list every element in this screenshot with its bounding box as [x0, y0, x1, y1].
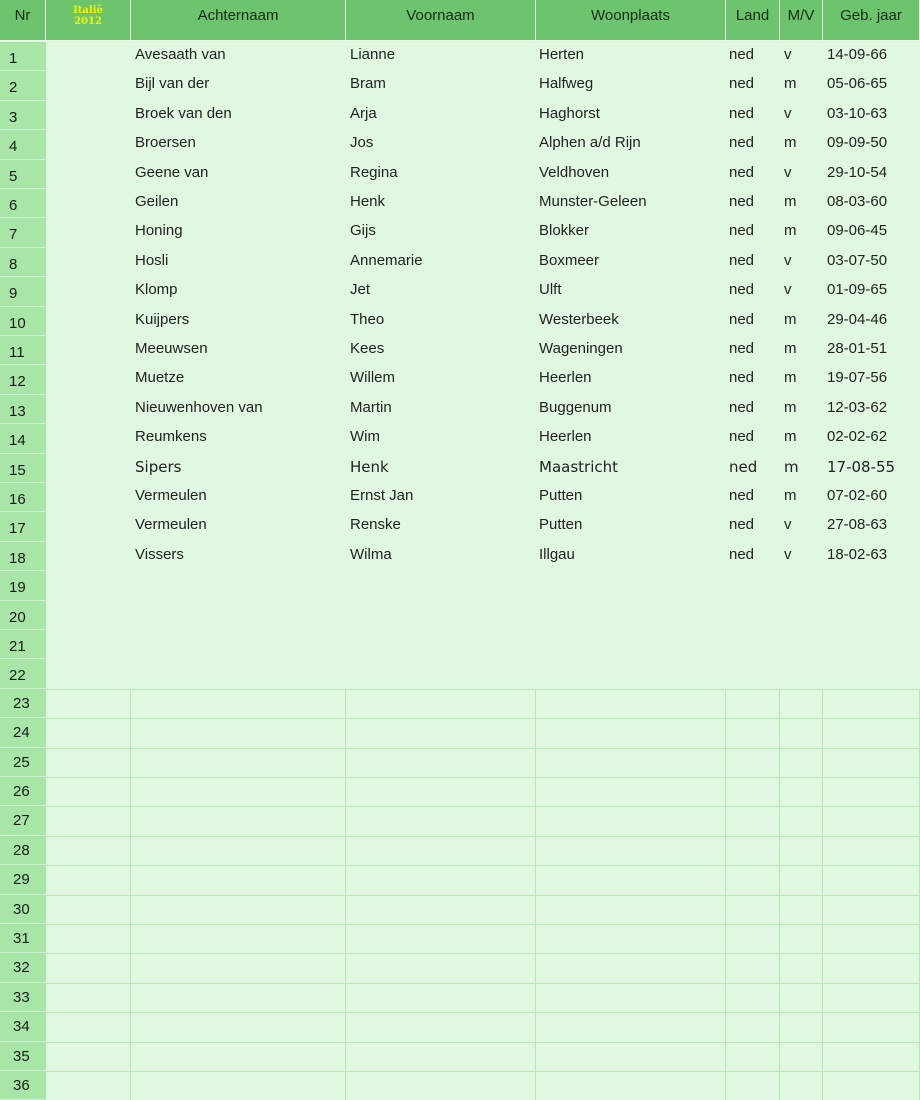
cell-achternaam[interactable]: Avesaath van	[135, 46, 226, 63]
empty-cell[interactable]	[46, 836, 131, 865]
cell-geb[interactable]: 08-03-60	[827, 193, 888, 210]
cell-geb[interactable]: 18-02-63	[827, 545, 888, 563]
cell-achternaam[interactable]: Sipers	[135, 457, 182, 476]
empty-cell[interactable]	[536, 865, 726, 894]
cell-land[interactable]: ned	[729, 281, 755, 299]
empty-cell[interactable]	[823, 689, 920, 718]
empty-cell[interactable]	[823, 748, 920, 777]
cell-voornaam[interactable]: Wilma	[350, 545, 392, 563]
row-number: 25	[0, 748, 46, 777]
row-number: 33	[0, 983, 46, 1012]
table-row	[0, 512, 920, 541]
row-number: 1	[0, 42, 46, 71]
empty-cell[interactable]	[726, 806, 780, 835]
header-mv: M/V	[780, 0, 823, 41]
row-number: 11	[0, 336, 46, 365]
row-number: 5	[0, 160, 46, 189]
cell-woonplaats[interactable]: Heerlen	[539, 428, 592, 446]
empty-cell[interactable]	[346, 777, 536, 806]
empty-cell[interactable]	[131, 953, 346, 982]
cell-voornaam[interactable]: Henk	[350, 193, 386, 210]
row-number: 23	[0, 689, 46, 718]
empty-cell[interactable]	[131, 983, 346, 1012]
empty-cell[interactable]	[131, 1042, 346, 1071]
cell-woonplaats[interactable]: Ulft	[539, 281, 562, 299]
empty-cell[interactable]	[346, 895, 536, 924]
cell-geb[interactable]: 29-10-54	[827, 163, 888, 181]
empty-cell[interactable]	[346, 983, 536, 1012]
cell-achternaam[interactable]: Kuijpers	[135, 310, 190, 328]
cell-geb[interactable]: 27-08-63	[827, 516, 888, 534]
cell-geb[interactable]: 02-02-62	[827, 428, 888, 446]
cell-geb[interactable]: 09-06-45	[827, 222, 888, 240]
cell-mv[interactable]: v	[784, 251, 792, 269]
empty-cell[interactable]	[536, 836, 726, 865]
cell-achternaam[interactable]: Vissers	[135, 545, 184, 563]
empty-cell[interactable]	[131, 748, 346, 777]
cell-woonplaats[interactable]: Veldhoven	[539, 163, 610, 181]
empty-cell[interactable]	[346, 806, 536, 835]
row-number: 3	[0, 101, 46, 130]
empty-cell[interactable]	[46, 689, 131, 718]
empty-cell[interactable]	[46, 777, 131, 806]
table-row-empty	[0, 1042, 920, 1071]
cell-voornaam[interactable]: Renske	[350, 516, 401, 534]
cell-geb[interactable]: 01-09-65	[827, 281, 888, 299]
cell-mv[interactable]: m	[784, 193, 797, 210]
cell-voornaam[interactable]: Henk	[350, 457, 389, 476]
cell-land[interactable]: ned	[729, 75, 755, 93]
cell-voornaam[interactable]: Gijs	[350, 222, 376, 240]
table-row-empty	[0, 718, 920, 747]
header-land: Land	[726, 0, 780, 41]
cell-achternaam[interactable]: Bijl van der	[135, 75, 210, 93]
row-number: 24	[0, 718, 46, 747]
cell-mv[interactable]: v	[784, 545, 792, 563]
cell-voornaam[interactable]: Regina	[350, 163, 398, 181]
cell-mv[interactable]: m	[784, 487, 797, 504]
cell-mv[interactable]: m	[784, 340, 797, 357]
row-number: 7	[0, 218, 46, 247]
empty-cell[interactable]	[131, 865, 346, 894]
table-row	[0, 542, 920, 571]
table-row	[0, 307, 920, 336]
cell-voornaam[interactable]: Kees	[350, 340, 385, 357]
empty-cell[interactable]	[536, 718, 726, 747]
empty-cell[interactable]	[346, 689, 536, 718]
empty-cell[interactable]	[726, 718, 780, 747]
cell-geb[interactable]: 14-09-66	[827, 46, 888, 63]
cell-land[interactable]: ned	[729, 104, 755, 122]
table-row-empty	[0, 1012, 920, 1041]
empty-cell[interactable]	[780, 718, 823, 747]
empty-cell[interactable]	[46, 1012, 131, 1041]
empty-cell[interactable]	[46, 895, 131, 924]
cell-land[interactable]: ned	[729, 487, 755, 504]
cell-land[interactable]: ned	[729, 369, 755, 387]
cell-mv[interactable]: v	[784, 163, 792, 181]
row-number: 32	[0, 953, 46, 982]
empty-cell[interactable]	[346, 836, 536, 865]
row-number: 18	[0, 542, 46, 571]
cell-achternaam[interactable]: Klomp	[135, 281, 178, 299]
cell-woonplaats[interactable]: Putten	[539, 516, 583, 534]
empty-cell[interactable]	[823, 806, 920, 835]
empty-cell[interactable]	[536, 1012, 726, 1041]
empty-cell[interactable]	[536, 689, 726, 718]
row-number: 22	[0, 659, 46, 688]
table-row-empty	[0, 659, 920, 688]
header-nr: Nr	[0, 0, 46, 41]
empty-cell[interactable]	[823, 895, 920, 924]
cell-woonplaats[interactable]: Wageningen	[539, 340, 623, 357]
empty-cell[interactable]	[780, 689, 823, 718]
empty-cell[interactable]	[780, 1071, 823, 1100]
empty-cell[interactable]	[780, 806, 823, 835]
cell-woonplaats[interactable]: Illgau	[539, 545, 575, 563]
table-row	[0, 189, 920, 218]
cell-achternaam[interactable]: Vermeulen	[135, 487, 207, 504]
empty-cell[interactable]	[346, 1012, 536, 1041]
cell-voornaam[interactable]: Lianne	[350, 46, 396, 63]
cell-achternaam[interactable]: Broek van den	[135, 104, 232, 122]
cell-achternaam[interactable]: Geilen	[135, 193, 179, 210]
cell-achternaam[interactable]: Geene van	[135, 163, 209, 181]
table-row	[0, 218, 920, 247]
cell-mv[interactable]: m	[784, 457, 799, 476]
row-number: 28	[0, 836, 46, 865]
header-geb-jaar: Geb. jaar	[823, 0, 920, 41]
empty-cell[interactable]	[726, 895, 780, 924]
cell-land[interactable]: ned	[729, 545, 755, 563]
row-number: 36	[0, 1071, 46, 1100]
cell-woonplaats[interactable]: Haghorst	[539, 104, 600, 122]
cell-geb[interactable]: 12-03-62	[827, 398, 888, 416]
row-number: 15	[0, 454, 46, 483]
table-row	[0, 101, 920, 130]
cell-land[interactable]: ned	[729, 310, 755, 328]
cell-achternaam[interactable]: Broersen	[135, 134, 196, 152]
cell-woonplaats[interactable]: Buggenum	[539, 398, 612, 416]
empty-cell[interactable]	[346, 865, 536, 894]
empty-cell[interactable]	[536, 806, 726, 835]
row-number: 14	[0, 424, 46, 453]
cell-land[interactable]: ned	[729, 193, 755, 210]
empty-cell[interactable]	[46, 806, 131, 835]
cell-voornaam[interactable]: Jet	[350, 281, 371, 299]
cell-geb[interactable]: 29-04-46	[827, 310, 888, 328]
empty-cell[interactable]	[726, 983, 780, 1012]
empty-cell[interactable]	[346, 748, 536, 777]
cell-woonplaats[interactable]: Boxmeer	[539, 251, 600, 269]
cell-voornaam[interactable]: Jos	[350, 134, 374, 152]
row-number: 31	[0, 924, 46, 953]
empty-cell[interactable]	[46, 865, 131, 894]
cell-land[interactable]: ned	[729, 428, 755, 446]
empty-cell[interactable]	[131, 1012, 346, 1041]
cell-geb[interactable]: 05-06-65	[827, 75, 888, 93]
empty-cell[interactable]	[536, 1042, 726, 1071]
cell-land[interactable]: ned	[729, 516, 755, 534]
cell-land[interactable]: ned	[729, 222, 755, 240]
row-number: 30	[0, 895, 46, 924]
empty-cell[interactable]	[346, 924, 536, 953]
empty-cell[interactable]	[131, 836, 346, 865]
table-row-empty	[0, 1071, 920, 1100]
empty-cell[interactable]	[780, 983, 823, 1012]
cell-woonplaats[interactable]: Herten	[539, 46, 585, 63]
empty-cell[interactable]	[780, 777, 823, 806]
empty-cell[interactable]	[46, 983, 131, 1012]
cell-geb[interactable]: 17-08-55	[827, 457, 896, 476]
empty-cell[interactable]	[726, 924, 780, 953]
table-row-empty	[0, 806, 920, 835]
row-number: 19	[0, 571, 46, 600]
empty-cell[interactable]	[536, 1071, 726, 1100]
row-number: 20	[0, 601, 46, 630]
empty-cell[interactable]	[780, 895, 823, 924]
logo-line-1: Italië	[73, 5, 103, 16]
empty-cell[interactable]	[726, 865, 780, 894]
empty-cell[interactable]	[346, 1071, 536, 1100]
cell-geb[interactable]: 07-02-60	[827, 487, 888, 504]
cell-land[interactable]: ned	[729, 457, 758, 476]
empty-cell[interactable]	[823, 836, 920, 865]
cell-geb[interactable]: 28-01-51	[827, 340, 888, 357]
row-number: 6	[0, 189, 46, 218]
row-number: 16	[0, 483, 46, 512]
table-row-empty	[0, 601, 920, 630]
empty-cell[interactable]	[823, 983, 920, 1012]
table-row-empty	[0, 571, 920, 600]
empty-cell[interactable]	[823, 1042, 920, 1071]
empty-cell[interactable]	[346, 953, 536, 982]
empty-cell[interactable]	[131, 806, 346, 835]
cell-woonplaats[interactable]: Munster-Geleen	[539, 193, 647, 210]
cell-mv[interactable]: v	[784, 46, 792, 63]
row-number: 29	[0, 865, 46, 894]
table-row	[0, 248, 920, 277]
empty-cell[interactable]	[780, 1012, 823, 1041]
cell-land[interactable]: ned	[729, 46, 755, 63]
cell-voornaam[interactable]: Martin	[350, 398, 392, 416]
cell-geb[interactable]: 09-09-50	[827, 134, 888, 152]
table-row	[0, 395, 920, 424]
table-row	[0, 483, 920, 512]
table-header	[0, 0, 920, 42]
cell-achternaam[interactable]: Meeuwsen	[135, 340, 208, 357]
empty-cell[interactable]	[131, 924, 346, 953]
row-number: 17	[0, 512, 46, 541]
row-number: 8	[0, 248, 46, 277]
table-row-empty	[0, 630, 920, 659]
empty-cell[interactable]	[536, 953, 726, 982]
cell-voornaam[interactable]: Ernst Jan	[350, 487, 414, 504]
row-number: 10	[0, 307, 46, 336]
empty-cell[interactable]	[346, 718, 536, 747]
cell-woonplaats[interactable]: Westerbeek	[539, 310, 619, 328]
empty-cell[interactable]	[780, 748, 823, 777]
cell-woonplaats[interactable]: Heerlen	[539, 369, 592, 387]
row-number: 4	[0, 130, 46, 159]
row-number: 12	[0, 365, 46, 394]
table-row	[0, 336, 920, 365]
header-woonplaats: Woonplaats	[536, 0, 726, 41]
table-row-empty	[0, 895, 920, 924]
empty-cell[interactable]	[726, 836, 780, 865]
table-row	[0, 160, 920, 189]
table-row	[0, 365, 920, 394]
cell-woonplaats[interactable]: Halfweg	[539, 75, 594, 93]
row-number: 21	[0, 630, 46, 659]
cell-mv[interactable]: m	[784, 369, 797, 387]
empty-cell[interactable]	[46, 924, 131, 953]
empty-cell[interactable]	[780, 836, 823, 865]
table-row	[0, 454, 920, 483]
empty-cell[interactable]	[46, 718, 131, 747]
empty-cell[interactable]	[46, 953, 131, 982]
empty-cell[interactable]	[823, 953, 920, 982]
cell-land[interactable]: ned	[729, 398, 755, 416]
empty-cell[interactable]	[726, 777, 780, 806]
cell-mv[interactable]: v	[784, 516, 792, 534]
logo-line-2: 2012	[74, 16, 102, 27]
cell-achternaam[interactable]: Honing	[135, 222, 183, 240]
cell-achternaam[interactable]: Reumkens	[135, 428, 207, 446]
table-row-empty	[0, 689, 920, 718]
empty-cell[interactable]	[823, 777, 920, 806]
empty-cell[interactable]	[536, 895, 726, 924]
cell-woonplaats[interactable]: Alphen a/d Rijn	[539, 134, 641, 152]
table-row-empty	[0, 748, 920, 777]
cell-woonplaats[interactable]: Blokker	[539, 222, 590, 240]
table-row-empty	[0, 953, 920, 982]
table-row	[0, 42, 920, 71]
cell-achternaam[interactable]: Nieuwenhoven van	[135, 398, 263, 416]
cell-voornaam[interactable]: Wim	[350, 428, 380, 446]
cell-mv[interactable]: m	[784, 310, 797, 328]
table-row	[0, 277, 920, 306]
table-row-empty	[0, 836, 920, 865]
empty-cell[interactable]	[823, 924, 920, 953]
cell-mv[interactable]: m	[784, 134, 797, 152]
empty-cell[interactable]	[726, 1012, 780, 1041]
cell-woonplaats[interactable]: Putten	[539, 487, 583, 504]
empty-cell[interactable]	[780, 953, 823, 982]
empty-cell[interactable]	[46, 748, 131, 777]
row-number: 34	[0, 1012, 46, 1041]
cell-achternaam[interactable]: Muetze	[135, 369, 185, 387]
cell-achternaam[interactable]: Vermeulen	[135, 516, 207, 534]
cell-mv[interactable]: v	[784, 281, 792, 299]
empty-cell[interactable]	[536, 777, 726, 806]
empty-cell[interactable]	[346, 1042, 536, 1071]
empty-cell[interactable]	[823, 1071, 920, 1100]
cell-voornaam[interactable]: Willem	[350, 369, 395, 387]
cell-geb[interactable]: 03-10-63	[827, 104, 888, 122]
cell-land[interactable]: ned	[729, 251, 755, 269]
table-row-empty	[0, 924, 920, 953]
cell-geb[interactable]: 19-07-56	[827, 369, 888, 387]
cell-mv[interactable]: v	[784, 104, 792, 122]
table-row	[0, 71, 920, 100]
row-number: 9	[0, 277, 46, 306]
cell-land[interactable]: ned	[729, 340, 755, 357]
empty-cell[interactable]	[726, 689, 780, 718]
empty-cell[interactable]	[780, 1042, 823, 1071]
empty-cell[interactable]	[823, 1012, 920, 1041]
row-number: 35	[0, 1042, 46, 1071]
empty-cell[interactable]	[780, 865, 823, 894]
row-number: 26	[0, 777, 46, 806]
empty-cell[interactable]	[726, 748, 780, 777]
empty-cell[interactable]	[131, 895, 346, 924]
cell-geb[interactable]: 03-07-50	[827, 251, 888, 269]
empty-cell[interactable]	[131, 689, 346, 718]
empty-cell[interactable]	[726, 1071, 780, 1100]
header-achternaam: Achternaam	[131, 0, 346, 41]
empty-cell[interactable]	[536, 748, 726, 777]
empty-cell[interactable]	[823, 718, 920, 747]
table-row	[0, 130, 920, 159]
cell-mv[interactable]: m	[784, 398, 797, 416]
empty-cell[interactable]	[131, 718, 346, 747]
header-voornaam: Voornaam	[346, 0, 536, 41]
empty-cell[interactable]	[536, 924, 726, 953]
row-number: 2	[0, 71, 46, 100]
cell-voornaam[interactable]: Arja	[350, 104, 377, 122]
cell-mv[interactable]: m	[784, 75, 797, 93]
empty-cell[interactable]	[780, 924, 823, 953]
table-row-empty	[0, 777, 920, 806]
table-row-empty	[0, 865, 920, 894]
cell-mv[interactable]: m	[784, 222, 797, 240]
cell-mv[interactable]: m	[784, 428, 797, 446]
empty-cell[interactable]	[131, 1071, 346, 1100]
empty-cell[interactable]	[46, 1042, 131, 1071]
cell-land[interactable]: ned	[729, 163, 755, 181]
cell-land[interactable]: ned	[729, 134, 755, 152]
cell-voornaam[interactable]: Theo	[350, 310, 385, 328]
cell-voornaam[interactable]: Bram	[350, 75, 386, 93]
empty-cell[interactable]	[726, 1042, 780, 1071]
empty-cell[interactable]	[726, 953, 780, 982]
italie-2012-logo	[46, 0, 131, 41]
cell-achternaam[interactable]: Hosli	[135, 251, 169, 269]
cell-voornaam[interactable]: Annemarie	[350, 251, 423, 269]
empty-cell[interactable]	[46, 1071, 131, 1100]
empty-cell[interactable]	[823, 865, 920, 894]
cell-woonplaats[interactable]: Maastricht	[539, 457, 618, 476]
row-number: 27	[0, 806, 46, 835]
table-row-empty	[0, 983, 920, 1012]
empty-cell[interactable]	[536, 983, 726, 1012]
empty-cell[interactable]	[131, 777, 346, 806]
row-number: 13	[0, 395, 46, 424]
table-row	[0, 424, 920, 453]
